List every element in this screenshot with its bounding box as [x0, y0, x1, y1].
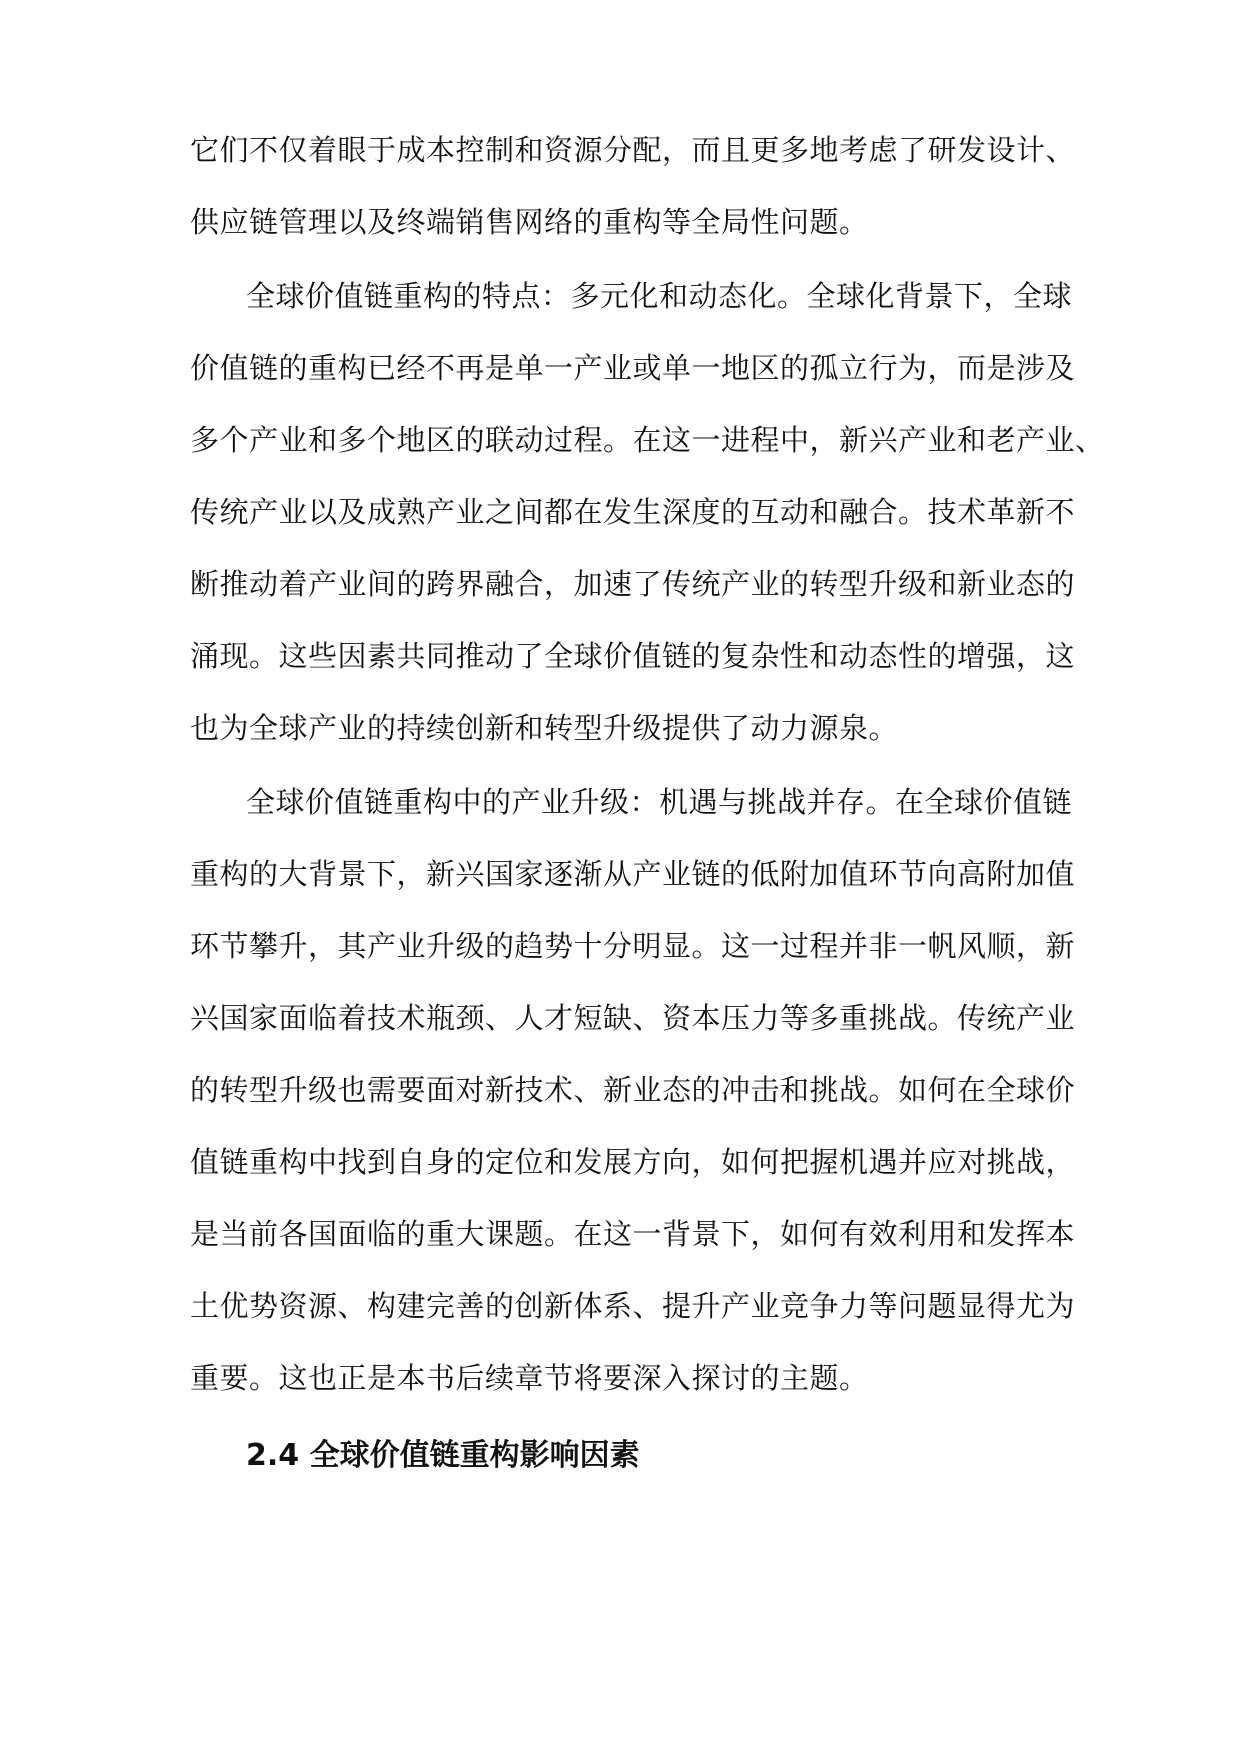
paragraph-2-line-3: 多个产业和多个地区的联动过程。在这一进程中，新兴产业和老产业、 — [190, 423, 1105, 457]
paragraph-2-line-6: 涌现。这些因素共同推动了全球价值链的复杂性和动态性的增强，这 — [190, 639, 1076, 673]
paragraph-3-line-2: 重构的大背景下，新兴国家逐渐从产业链的低附加值环节向高附加值 — [190, 857, 1076, 891]
paragraph-2-line-4: 传统产业以及成熟产业之间都在发生深度的互动和融合。技术革新不 — [190, 495, 1076, 529]
paragraph-3-line-6: 值链重构中找到自身的定位和发展方向，如何把握机遇并应对挑战， — [190, 1145, 1076, 1179]
paragraph-2-line-7: 也为全球产业的持续创新和转型升级提供了动力源泉。 — [190, 711, 899, 745]
paragraph-3-line-1: 全球价值链重构中的产业升级：机遇与挑战并存。在全球价值链 — [246, 785, 1073, 819]
paragraph-2-line-5: 断推动着产业间的跨界融合，加速了传统产业的转型升级和新业态的 — [190, 567, 1076, 601]
section-heading: 2.4 全球价值链重构影响因素 — [246, 1438, 640, 1473]
paragraph-1-line-1: 它们不仅着眼于成本控制和资源分配，而且更多地考虑了研发设计、 — [190, 133, 1076, 167]
paragraph-3-line-4: 兴国家面临着技术瓶颈、人才短缺、资本压力等多重挑战。传统产业 — [190, 1001, 1076, 1035]
paragraph-3-line-8: 土优势资源、构建完善的创新体系、提升产业竞争力等问题显得尤为 — [190, 1289, 1076, 1323]
paragraph-3-line-9: 重要。这也正是本书后续章节将要深入探讨的主题。 — [190, 1361, 869, 1395]
paragraph-2-line-2: 价值链的重构已经不再是单一产业或单一地区的孤立行为，而是涉及 — [190, 351, 1076, 385]
paragraph-3-line-5: 的转型升级也需要面对新技术、新业态的冲击和挑战。如何在全球价 — [190, 1073, 1076, 1107]
paragraph-3-line-7: 是当前各国面临的重大课题。在这一背景下，如何有效利用和发挥本 — [190, 1217, 1076, 1251]
paragraph-1-line-2: 供应链管理以及终端销售网络的重构等全局性问题。 — [190, 205, 869, 239]
paragraph-3-line-3: 环节攀升，其产业升级的趋势十分明显。这一过程并非一帆风顺，新 — [190, 929, 1076, 963]
paragraph-2-line-1: 全球价值链重构的特点：多元化和动态化。全球化背景下，全球 — [246, 279, 1073, 313]
